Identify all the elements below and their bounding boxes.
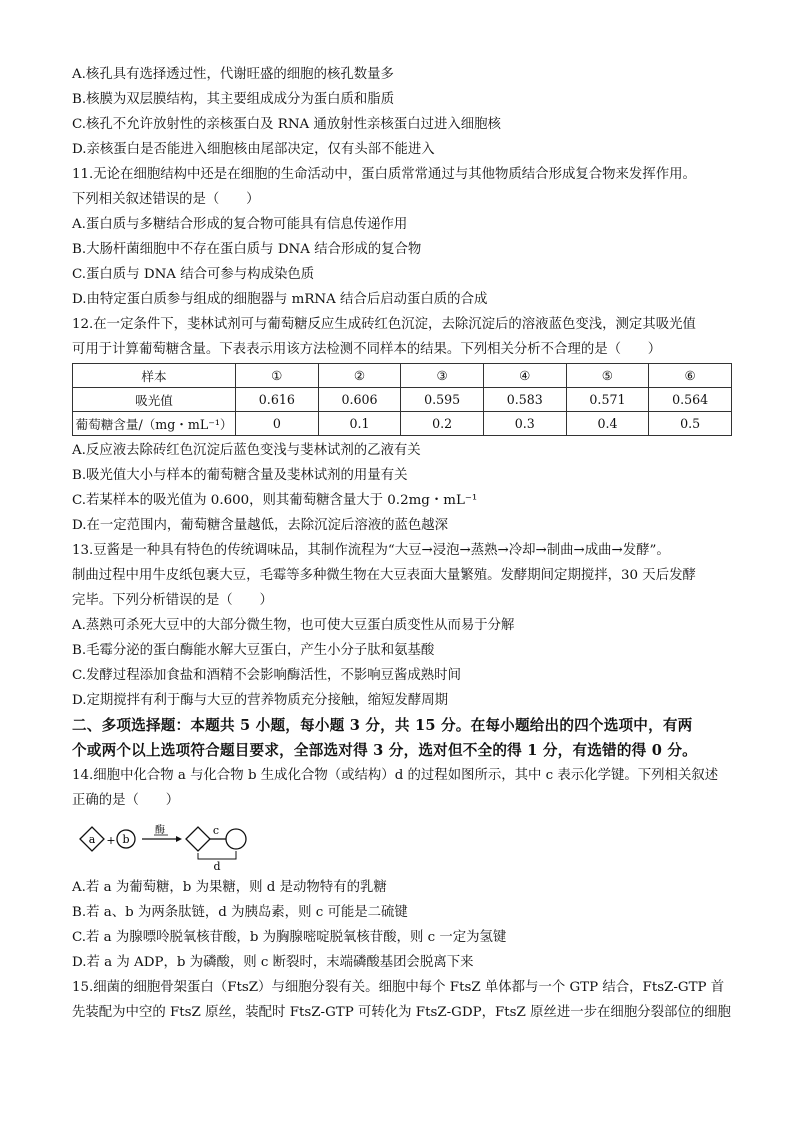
table-cell: ④ — [483, 364, 566, 388]
arrow-head — [176, 836, 182, 842]
section-heading-line2: 个或两个以上选项符合题目要求，全部选对得 3 分，选对但不全的得 1 分，有选错的得 0 分。 — [72, 742, 697, 759]
label-a: a — [88, 833, 96, 846]
question-11 — [72, 162, 732, 312]
q10-option-d: D.亲核蛋白是否能进入细胞核由尾部决定，仅有头部不能进入 — [72, 142, 435, 157]
q11-option-c: C.蛋白质与 DNA 结合可参与构成染色质 — [72, 267, 315, 282]
table-cell: 0.564 — [649, 388, 732, 412]
table-cell: ② — [318, 364, 401, 388]
table-row — [73, 364, 732, 388]
question-15 — [72, 975, 732, 1025]
table-cell: ③ — [401, 364, 484, 388]
glucose-absorbance-table — [72, 363, 732, 436]
q10-option-c: C.核孔不允许放射性的亲核蛋白及 RNA 通放射性亲核蛋白过进入细胞核 — [72, 117, 501, 132]
q14-stem-line2: 正确的是（ ） — [72, 793, 180, 808]
label-b: b — [122, 833, 130, 846]
bracket-d — [198, 851, 236, 859]
plus-sign: + — [106, 834, 116, 847]
table-cell: 0.3 — [483, 412, 566, 436]
q12-stem-line1: 12.在一定条件下，斐林试剂可与葡萄糖反应生成砖红色沉淀，去除沉淀后的溶液蓝色变浅，测定其吸光值 — [72, 317, 696, 332]
table-cell: ① — [236, 364, 319, 388]
q10-option-b: B.核膜为双层膜结构，其主要组成成分为蛋白质和脂质 — [72, 92, 395, 107]
q14-option-c: C.若 a 为腺嘌呤脱氧核苷酸，b 为胸腺嘧啶脱氧核苷酸，则 c 一定为氢键 — [72, 930, 507, 945]
q12-option-b: B.吸光值大小与样本的葡萄糖含量及斐林试剂的用量有关 — [72, 468, 408, 483]
table-cell: 0.1 — [318, 412, 401, 436]
table-cell: 0.595 — [401, 388, 484, 412]
table-cell: 0.4 — [566, 412, 649, 436]
exam-page — [72, 62, 732, 1025]
q10-options — [72, 62, 732, 162]
q13-stem-line2: 制曲过程中用牛皮纸包裹大豆，毛霉等多种微生物在大豆表面大量繁殖。发酵期间定期搅拌，30 天后发酵 — [72, 568, 696, 583]
table-cell: 0.606 — [318, 388, 401, 412]
section-2-heading — [72, 713, 732, 763]
q11-option-d: D.由特定蛋白质参与组成的细胞器与 mRNA 结合后启动蛋白质的合成 — [72, 292, 488, 307]
question-12 — [72, 312, 732, 538]
reaction-diagram-svg — [72, 817, 272, 873]
q15-stem-line2: 先装配为中空的 FtsZ 原丝，装配时 FtsZ-GTP 可转化为 FtsZ-GDP，FtsZ 原丝进一步在细胞分裂部位的细胞 — [72, 1005, 731, 1020]
table-cell: ⑥ — [649, 364, 732, 388]
q11-stem-line2: 下列相关叙述错误的是（ ） — [72, 192, 260, 207]
q11-option-b: B.大肠杆菌细胞中不存在蛋白质与 DNA 结合形成的复合物 — [72, 242, 422, 257]
q15-stem-line1: 15.细菌的细胞骨架蛋白（FtsZ）与细胞分裂有关。细胞中每个 FtsZ 单体都与一个 GTP 结合，FtsZ-GTP 首 — [72, 980, 725, 995]
label-d: d — [213, 860, 221, 873]
q10-option-a: A.核孔具有选择透过性，代谢旺盛的细胞的核孔数量多 — [72, 67, 394, 82]
product-circle — [226, 829, 246, 849]
q11-option-a: A.蛋白质与多糖结合形成的复合物可能具有信息传递作用 — [72, 217, 408, 232]
q13-stem-line3: 完毕。下列分析错误的是（ ） — [72, 593, 273, 608]
table-cell: 0.583 — [483, 388, 566, 412]
q12-option-a: A.反应液去除砖红色沉淀后蓝色变浅与斐林试剂的乙液有关 — [72, 443, 421, 458]
q11-stem-line1: 11.无论在细胞结构中还是在细胞的生命活动中，蛋白质常常通过与其他物质结合形成复合物来发挥作用。 — [72, 167, 696, 182]
q13-option-a: A.蒸熟可杀死大豆中的大部分微生物，也可使大豆蛋白质变性从而易于分解 — [72, 618, 515, 633]
table-row — [73, 412, 732, 436]
table-cell: 0.2 — [401, 412, 484, 436]
table-cell: 0.5 — [649, 412, 732, 436]
reaction-diagram — [72, 817, 732, 873]
section-heading-line1: 二、多项选择题：本题共 5 小题，每小题 3 分，共 15 分。在每小题给出的四个选项中，有两 — [72, 717, 693, 734]
q14-option-b: B.若 a、b 为两条肽链，d 为胰岛素，则 c 可能是二硫键 — [72, 905, 408, 920]
table-cell: 0.571 — [566, 388, 649, 412]
q14-option-d: D.若 a 为 ADP，b 为磷酸，则 c 断裂时，末端磷酸基团会脱离下来 — [72, 955, 474, 970]
table-cell: 0 — [236, 412, 319, 436]
question-13 — [72, 538, 732, 713]
q13-option-b: B.毛霉分泌的蛋白酶能水解大豆蛋白，产生小分子肽和氨基酸 — [72, 643, 435, 658]
table-cell: 葡萄糖含量/（mg・mL⁻¹） — [73, 412, 236, 436]
table-row — [73, 388, 732, 412]
product-diamond — [186, 827, 210, 851]
table-cell: 0.616 — [236, 388, 319, 412]
question-14 — [72, 763, 732, 975]
table-cell: ⑤ — [566, 364, 649, 388]
q14-stem-line1: 14.细胞中化合物 a 与化合物 b 生成化合物（或结构）d 的过程如图所示，其中 c 表示化学键。下列相关叙述 — [72, 768, 719, 783]
table-cell: 样本 — [73, 364, 236, 388]
label-c: c — [212, 824, 220, 837]
table-cell: 吸光值 — [73, 388, 236, 412]
enzyme-label: 酶 — [155, 825, 165, 836]
q13-stem-line1: 13.豆酱是一种具有特色的传统调味品，其制作流程为“大豆→浸泡→蒸熟→冷却→制曲→成曲→发酵”。 — [72, 543, 670, 558]
q12-stem-line2: 可用于计算葡萄糖含量。下表表示用该方法检测不同样本的结果。下列相关分析不合理的是（ ） — [72, 342, 662, 357]
q13-option-d: D.定期搅拌有利于酶与大豆的营养物质充分接触，缩短发酵周期 — [72, 693, 449, 708]
q13-option-c: C.发酵过程添加食盐和酒精不会影响酶活性，不影响豆酱成熟时间 — [72, 668, 461, 683]
q12-option-d: D.在一定范围内，葡萄糖含量越低，去除沉淀后溶液的蓝色越深 — [72, 518, 449, 533]
q14-option-a: A.若 a 为葡萄糖，b 为果糖，则 d 是动物特有的乳糖 — [72, 880, 387, 895]
q12-option-c: C.若某样本的吸光值为 0.600，则其葡萄糖含量大于 0.2mg・mL⁻¹ — [72, 493, 478, 508]
